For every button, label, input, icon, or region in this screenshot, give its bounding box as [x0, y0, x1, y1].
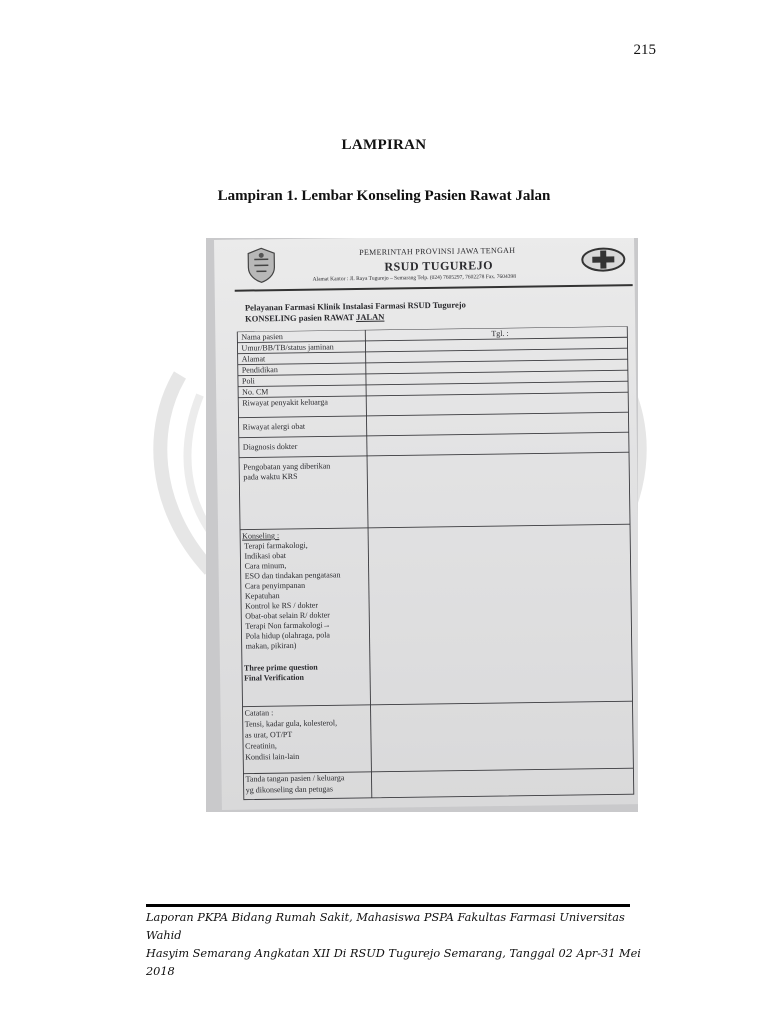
- row-poli: Poli: [241, 376, 255, 386]
- row-pengobatan: Pengobatan yang diberikan: [243, 461, 331, 472]
- page-number: 215: [633, 42, 656, 58]
- catatan-item: Kondisi lain-lain: [245, 751, 300, 762]
- catatan-item: Tensi, kadar gula, kolesterol,: [244, 718, 338, 729]
- row-umur: Umur/BB/TB/status jaminan: [241, 342, 334, 353]
- three-prime-question: Three prime question: [243, 662, 318, 673]
- konseling-item: makan, pikiran): [245, 640, 297, 651]
- row-pengobatan-2: pada waktu KRS: [243, 471, 298, 482]
- konseling-item: Kepatuhan: [244, 591, 280, 601]
- tgl-label: Tgl. :: [491, 328, 509, 339]
- konseling-item: Terapi farmakologi,: [244, 540, 308, 551]
- letterhead-hospital-name: RSUD TUGUREJO: [384, 258, 494, 274]
- footer: [146, 909, 646, 981]
- konseling-item: Indikasi obat: [244, 551, 287, 561]
- konseling-item: Cara penyimpanan: [244, 580, 306, 591]
- row-no-cm: No. CM: [242, 387, 269, 397]
- konseling-item: Obat-obat selain R/ dokter: [245, 610, 330, 621]
- row-riwayat-alergi: Riwayat alergi obat: [242, 421, 306, 432]
- row-pendidikan: Pendidikan: [241, 365, 278, 375]
- catatan-item: Creatinin,: [245, 741, 277, 751]
- letterhead-address: Alamat Kantor : Jl. Raya Tugurejo – Semarang Telp. (024) 7605297, 7602278 Fax. 7604398: [312, 273, 517, 283]
- letterhead: [214, 238, 635, 300]
- konseling-item: Kontrol ke RS / dokter: [245, 600, 319, 611]
- province-emblem-icon: [246, 247, 276, 283]
- form-title-2-prefix: KONSELING pasien RAWAT: [245, 312, 357, 324]
- signature-row: Tanda tangan pasien / keluarga: [245, 773, 345, 784]
- konseling-heading: Konseling :: [242, 531, 280, 541]
- konseling-item: Cara minum,: [244, 561, 287, 571]
- footer-line-2: Hasyim Semarang Angkatan XII Di RSUD Tugurejo Semarang, Tanggal 02 Apr-31 Mei 2018: [146, 947, 641, 978]
- form-title-2-underlined: JALAN: [355, 311, 385, 323]
- counseling-form-table: [223, 326, 636, 802]
- signature-row-2: yg dikonseling dan petugas: [245, 784, 334, 795]
- form-title-2: [245, 312, 384, 324]
- hospital-logo-icon: [580, 246, 626, 273]
- row-alamat: Alamat: [241, 354, 266, 364]
- catatan-item: as urat, OT/PT: [244, 729, 293, 740]
- row-diagnosis: Diagnosis dokter: [242, 441, 298, 452]
- konseling-item: Terapi Non farmakologi→: [245, 620, 331, 631]
- form-title-1: Pelayanan Farmasi Klinik Instalasi Farmasi RSUD Tugurejo: [244, 299, 466, 313]
- konseling-item: ESO dan tindakan pengatasan: [244, 570, 341, 581]
- row-riwayat-penyakit: Riwayat penyakit keluarga: [242, 397, 328, 408]
- letterhead-rule: [235, 284, 633, 292]
- page-heading: LAMPIRAN: [341, 137, 427, 153]
- form-paper: [214, 238, 638, 810]
- letterhead-line1: PEMERINTAH PROVINSI JAWA TENGAH: [359, 245, 516, 257]
- catatan-heading: Catatan :: [244, 708, 274, 718]
- form-photo: [206, 238, 638, 812]
- attachment-title: Lampiran 1. Lembar Konseling Pasien Rawat Jalan: [217, 188, 551, 204]
- row-nama-pasien: Nama pasien: [241, 332, 283, 342]
- footer-rule: [146, 904, 630, 907]
- footer-line-1: Laporan PKPA Bidang Rumah Sakit, Mahasiswa PSPA Fakultas Farmasi Universitas Wahid: [146, 911, 625, 942]
- konseling-item: Pola hidup (olahraga, pola: [245, 630, 331, 641]
- final-verification: Final Verification: [244, 672, 304, 683]
